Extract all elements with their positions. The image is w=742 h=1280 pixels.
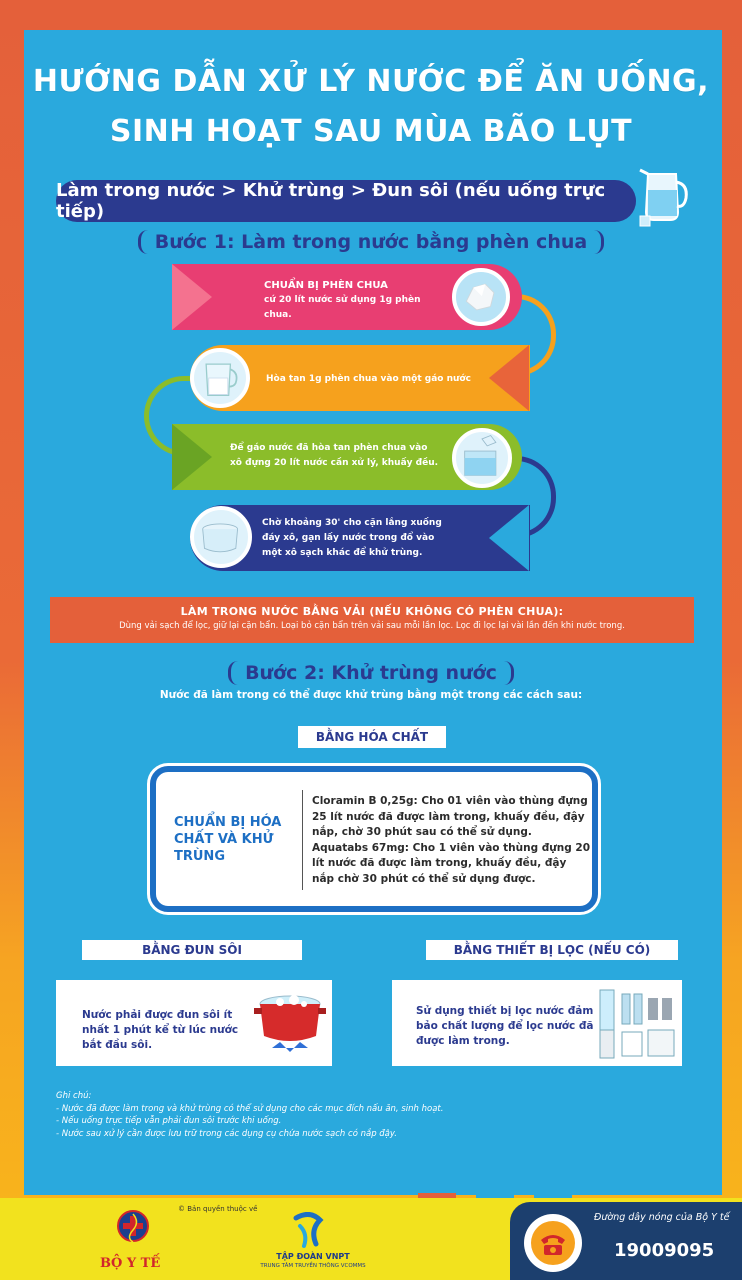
step2-heading: [0, 661, 742, 685]
vnpt-subtitle: TRUNG TÂM TRUYỀN THÔNG VCOMMS: [260, 1263, 366, 1269]
ministry-of-health-logo: [116, 1208, 150, 1248]
chemical-card-body: [312, 794, 592, 887]
step1-item-1-text: cứ 20 lít nước sử dụng 1g phèn chua.: [264, 295, 421, 320]
boiling-card: [56, 980, 332, 1066]
chemical-text-cloramin: Cloramin B 0,25g: Cho 01 viên vào thùng đựng 25 lít nước đã được làm trong, khuấy đều, đậy nắp, chờ 30 phút sau có thể sử dụng.: [312, 795, 588, 838]
boiling-label: BẰNG ĐUN SÔI: [82, 940, 302, 960]
settling-bowl-icon: [190, 506, 252, 568]
step2-heading-text: Bước 2: Khử trùng nước: [228, 661, 514, 685]
step1-item-2-text: Hòa tan 1g phèn chua vào một gáo nước: [266, 374, 471, 384]
step1-item-1-title: CHUẨN BỊ PHÈN CHUA: [264, 280, 388, 291]
notes-title: Ghi chú:: [56, 1091, 92, 1101]
telephone-icon: [524, 1214, 582, 1272]
ribbon-notch: [172, 264, 212, 330]
filter-text: Sử dụng thiết bị lọc nước đảm bảo chất lượng để lọc nước đã được làm trong.: [416, 1005, 594, 1047]
page-title-line2: SINH HOẠT SAU MÙA BÃO LỤT: [109, 114, 633, 149]
boiling-text: Nước phải được đun sôi ít nhất 1 phút kể từ lúc nước bắt đầu sôi.: [82, 1009, 239, 1051]
note-item: - Nếu uống trực tiếp vẫn phải đun sôi trước khi uống.: [56, 1116, 282, 1126]
ribbon-notch: [489, 345, 529, 411]
cloth-filter-heading: LÀM TRONG NƯỚC BẰNG VẢI (NẾU KHÔNG CÓ PHÈN CHUA):: [180, 605, 564, 618]
note-item: - Nước đã được làm trong và khử trùng có thể sử dụng cho các mục đích nấu ăn, sinh hoạt.: [56, 1103, 444, 1114]
alum-crystal-icon: [452, 268, 510, 326]
ribbon-notch: [489, 505, 529, 571]
step2-description: Nước đã làm trong có thể được khử trùng bằng một trong các cách sau:: [159, 689, 583, 701]
ministry-name: BỘ Y TẾ: [100, 1256, 161, 1271]
measuring-cup-icon: [190, 348, 250, 408]
cloth-filter-text: Dùng vải sạch để lọc, giữ lại cặn bẩn. Loại bỏ cặn bẩn trên vải sau mỗi lần lọc. Lọc đi lọc lại vài lần đến khi nước trong.: [119, 621, 625, 631]
page-title-line1: HƯỚNG DẪN XỬ LÝ NƯỚC ĐỂ ĂN UỐNG,: [32, 64, 710, 99]
vnpt-logo: [290, 1212, 330, 1250]
step1-heading: [0, 230, 742, 254]
note-item: - Nước sau xử lý cần được lưu trữ trong các dụng cụ chứa nước sạch có nắp đậy.: [56, 1128, 397, 1139]
chemical-card: [150, 766, 598, 912]
chemical-card-title: CHUẨN BỊ HÓA CHẤT VÀ KHỬ TRÙNG: [174, 814, 282, 864]
phone-badge: [524, 1214, 582, 1272]
hotline-number: 19009095: [614, 1240, 715, 1261]
filter-label: BẰNG THIẾT BỊ LỌC (NẾU CÓ): [426, 940, 678, 960]
notes: [56, 1090, 676, 1140]
step1-item-4-text: Chờ khoảng 30' cho cặn lắng xuống đáy xô, gạn lấy nước trong đổ vào một xô sạch khác để khử trùng.: [262, 518, 442, 558]
ribbon-notch: [172, 424, 212, 490]
step1-item-3-text: Để gáo nước đã hòa tan phèn chua vào xô đựng 20 lít nước cần xử lý, khuấy đều.: [230, 443, 439, 468]
step1-heading-text: Bước 1: Làm trong nước bằng phèn chua: [138, 230, 604, 254]
process-text: Làm trong nước > Khử trùng > Đun sôi (nếu uống trực tiếp): [56, 180, 606, 222]
water-filter-devices-icon: [596, 984, 680, 1062]
bucket-water-icon: [452, 428, 512, 488]
water-pitcher-icon: [636, 168, 690, 228]
filter-card: [392, 980, 682, 1066]
process-banner: [56, 180, 636, 222]
copyright-text: © Bản quyền thuộc về: [178, 1205, 258, 1213]
hotline-label: Đường dây nóng của Bộ Y tế: [594, 1212, 730, 1223]
vnpt-name: TẬP ĐOÀN VNPT: [276, 1252, 350, 1261]
boiling-pot-icon: [254, 986, 326, 1060]
chemical-text-aquatabs: Aquatabs 67mg: Cho 1 viên vào thùng đựng 20 lít nước đã được làm trong, khuấy đều, đậy nắp chờ 30 phút có thể sử dụng được.: [312, 841, 591, 885]
card-divider: [302, 790, 303, 890]
cloth-filter-banner: [50, 597, 694, 643]
chemical-label: BẰNG HÓA CHẤT: [298, 726, 446, 748]
